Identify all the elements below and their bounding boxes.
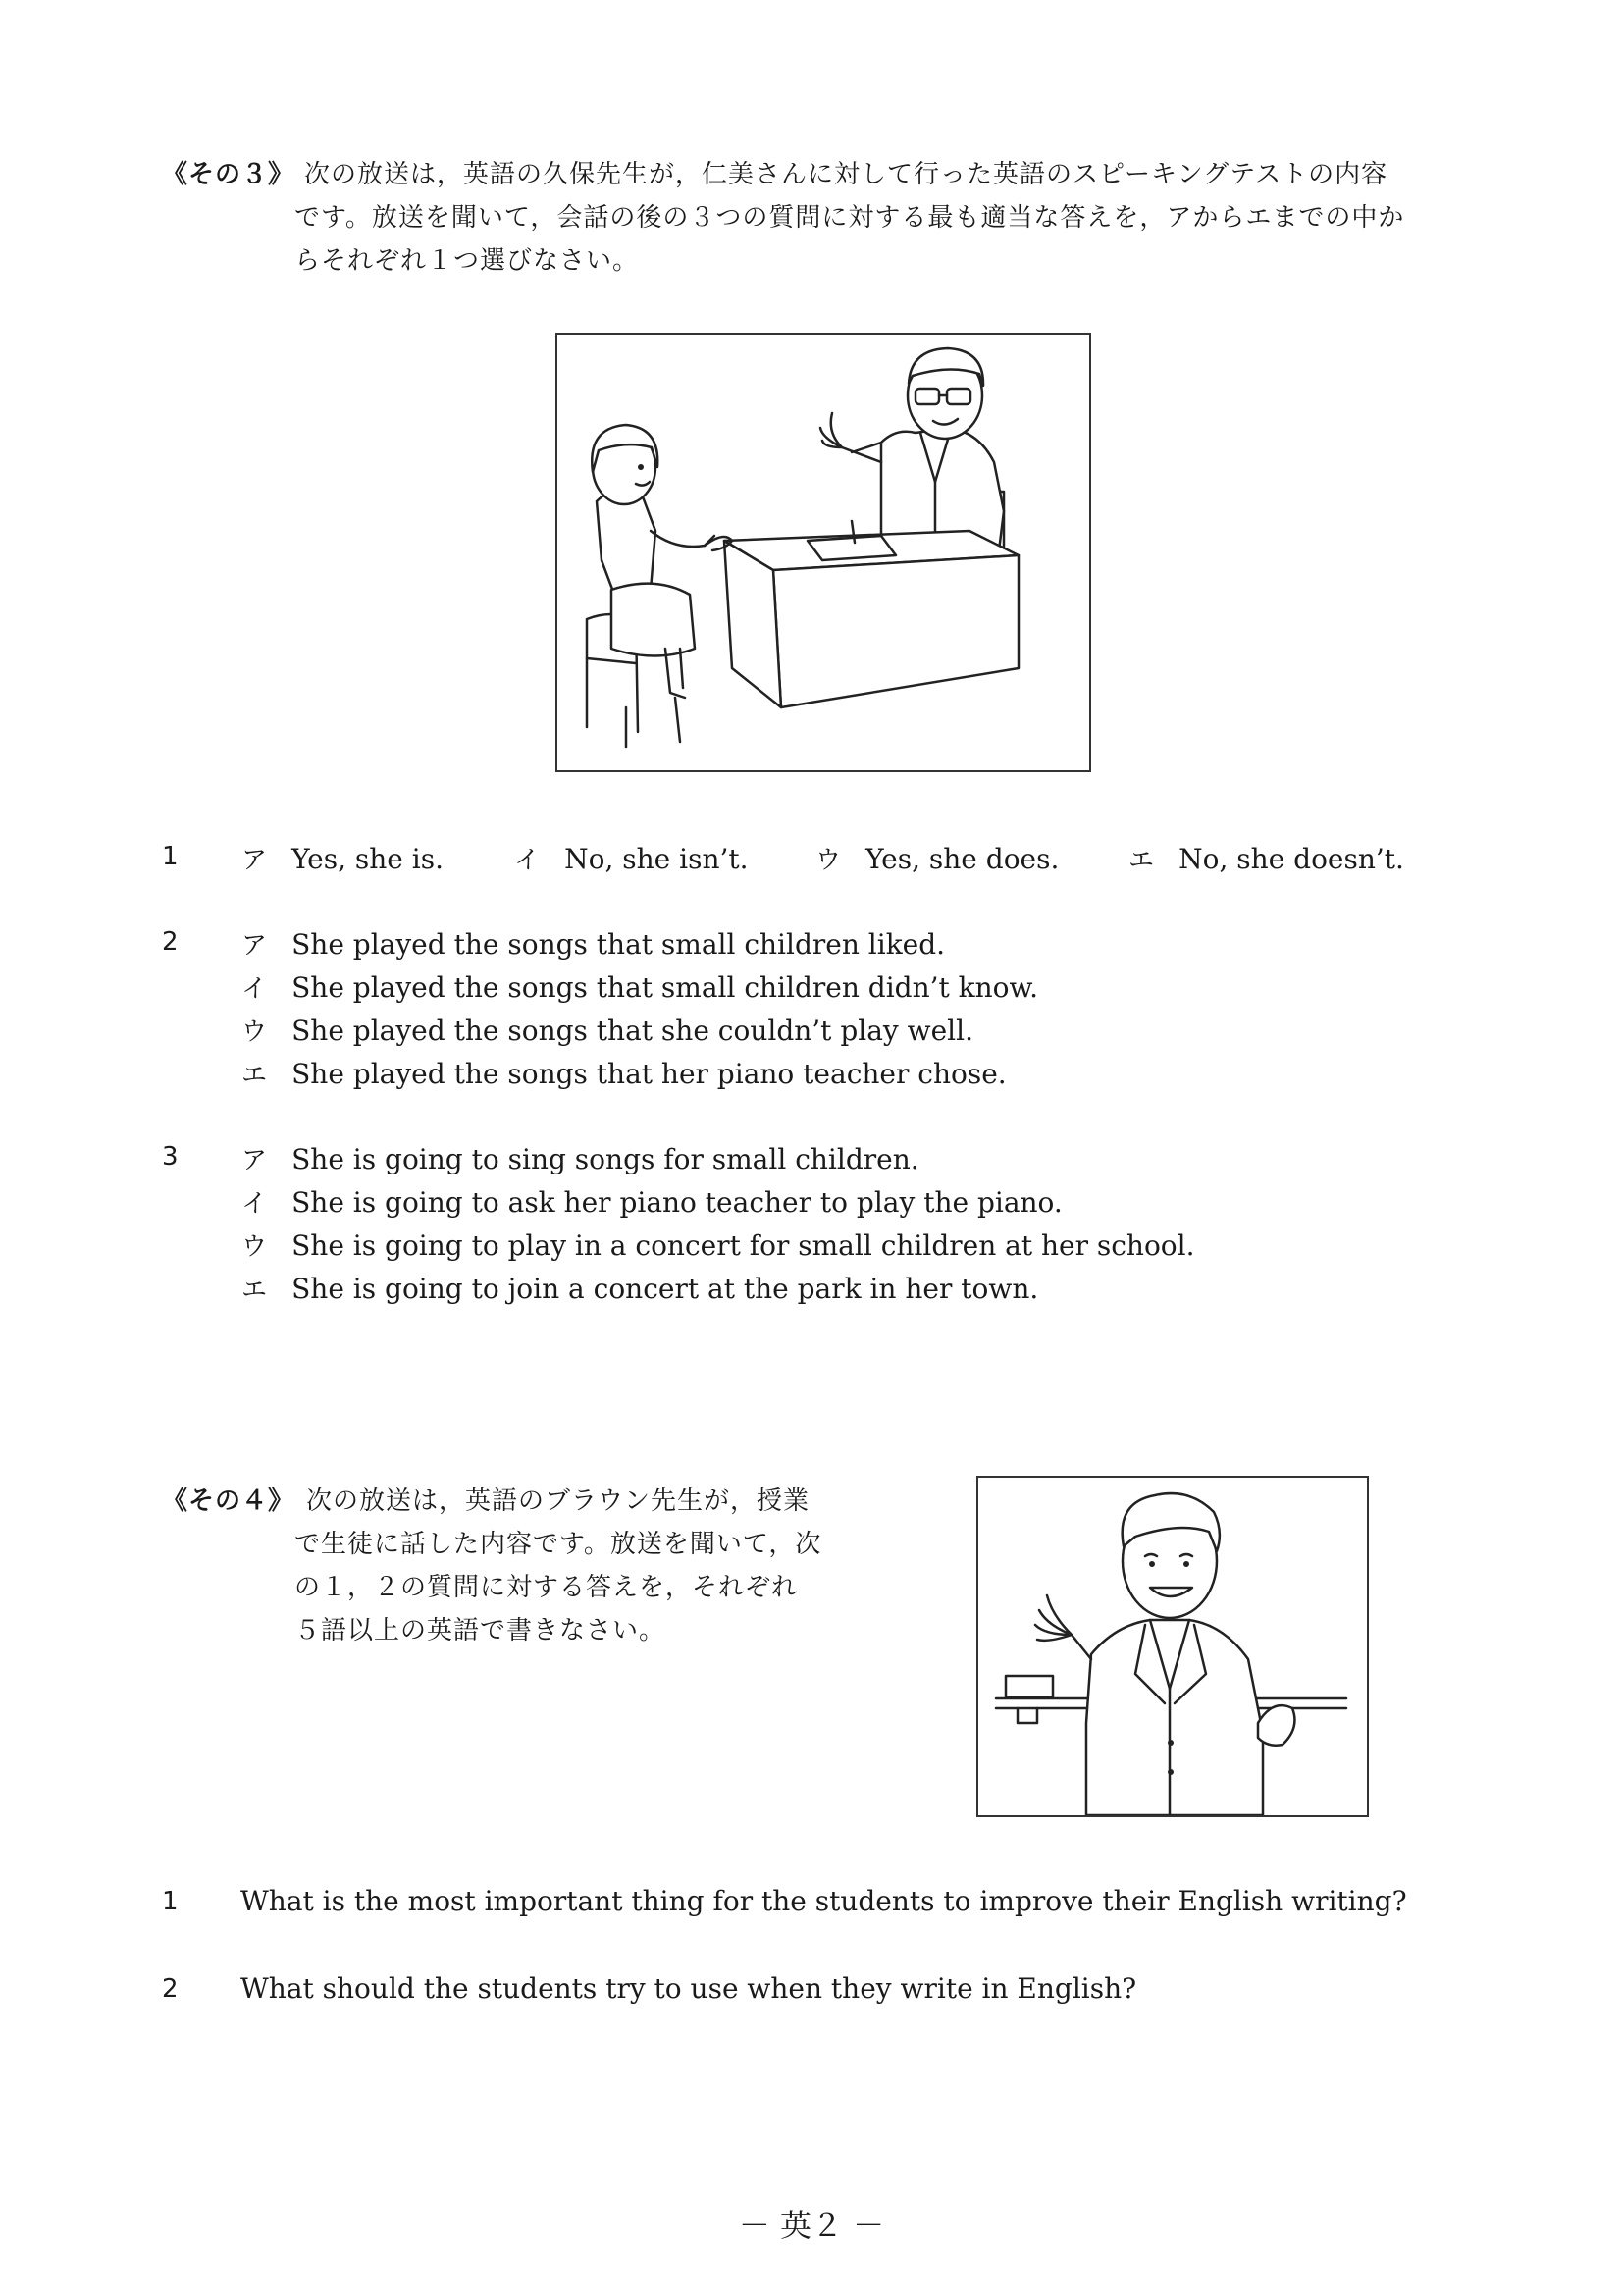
option-text: She played the songs that small children didn’t know.: [291, 971, 1039, 1004]
section3-intro-line: らそれぞれ１つ選びなさい。: [294, 246, 640, 276]
section4-question-2: [162, 1972, 1137, 2005]
option-text: Yes, she does.: [865, 843, 1060, 875]
teacher-student-drawing: [557, 335, 1089, 770]
question-2-option-c: [241, 1012, 1038, 1055]
option-text: She is going to join a concert at the park in her town.: [291, 1273, 1039, 1305]
question-number: 1: [162, 1887, 179, 1916]
page-number: － 英２ －: [738, 2207, 885, 2244]
option-letter: イ: [241, 1189, 268, 1219]
question-3-option-c: [241, 1226, 1195, 1270]
section4-intro-rest: [294, 1523, 903, 1652]
section4-intro-first: [306, 1480, 895, 1523]
question-2-options: [241, 925, 1038, 1098]
option-text: She is going to play in a concert for small children at her school.: [291, 1229, 1195, 1262]
question-2-option-d: [241, 1055, 1038, 1098]
option-letter: ウ: [241, 1018, 268, 1047]
question-text: What is the most important thing for the students to improve their English writing?: [240, 1885, 1407, 1917]
option-letter: エ: [241, 1276, 268, 1305]
option-letter: エ: [1128, 846, 1155, 875]
option-letter: ウ: [241, 1232, 268, 1262]
section3-intro: [304, 153, 1521, 196]
question-3-option-d: [241, 1270, 1195, 1313]
option-letter: ア: [241, 931, 268, 961]
question-1-option-d: [1128, 840, 1404, 876]
option-letter: エ: [241, 1061, 268, 1090]
option-letter: ウ: [815, 846, 842, 875]
option-text: She played the songs that she couldn’t play well.: [291, 1015, 973, 1047]
section4-label: 《その４》: [162, 1487, 295, 1516]
section4-question-1: [162, 1885, 1407, 1917]
question-1-option-b: [514, 840, 749, 876]
question-number: 2: [162, 1974, 179, 2004]
question-2-option-a: [241, 925, 1038, 968]
section3-label: 《その３》: [162, 160, 295, 189]
section4-intro-line: 次の放送は，英語のブラウン先生が，授業: [306, 1487, 811, 1516]
section3-intro-cont: [294, 196, 1511, 283]
option-text: She is going to ask her piano teacher to play the piano.: [291, 1186, 1063, 1219]
question-2-number: 2: [162, 927, 179, 957]
option-text: She played the songs that small children liked.: [291, 928, 946, 961]
section3-intro-line: 次の放送は，英語の久保先生が，仁美さんに対して行った英語のスピーキングテストの内容: [304, 160, 1388, 189]
section4-block: [162, 1480, 294, 1523]
section4-intro-line: で生徒に話した内容です。放送を聞いて，次: [294, 1530, 822, 1559]
question-3-option-b: [241, 1183, 1195, 1226]
section3-intro-line: です。放送を聞いて，会話の後の３つの質問に対する最も適当な答えを，アからエまでの中か: [294, 203, 1405, 233]
option-text: She played the songs that her piano teacher chose.: [291, 1058, 1007, 1090]
option-letter: イ: [241, 974, 268, 1004]
teacher-speaking-illustration: [976, 1476, 1369, 1817]
question-1-option-a: [241, 840, 444, 876]
option-text: No, she doesn’t.: [1178, 843, 1404, 875]
question-3-option-a: [241, 1140, 1195, 1183]
section4-intro-line: ５語以上の英語で書きなさい。: [294, 1616, 666, 1645]
section3-block: [162, 153, 294, 196]
section4-intro-line: の１，２の質問に対する答えを，それぞれ: [294, 1573, 799, 1602]
question-2-option-b: [241, 968, 1038, 1012]
question-3-number: 3: [162, 1142, 179, 1172]
question-text: What should the students try to use when they write in English?: [240, 1972, 1137, 2005]
question-1-option-c: [815, 840, 1059, 876]
option-letter: ア: [241, 846, 268, 875]
question-1-number: 1: [162, 842, 179, 871]
speaking-test-illustration: [555, 333, 1091, 772]
teacher-drawing: [978, 1478, 1367, 1815]
option-letter: イ: [514, 846, 541, 875]
option-text: Yes, she is.: [291, 843, 444, 875]
option-text: She is going to sing songs for small children.: [291, 1143, 919, 1175]
question-3-options: [241, 1140, 1195, 1313]
option-letter: ア: [241, 1146, 268, 1175]
option-text: No, she isn’t.: [564, 843, 749, 875]
